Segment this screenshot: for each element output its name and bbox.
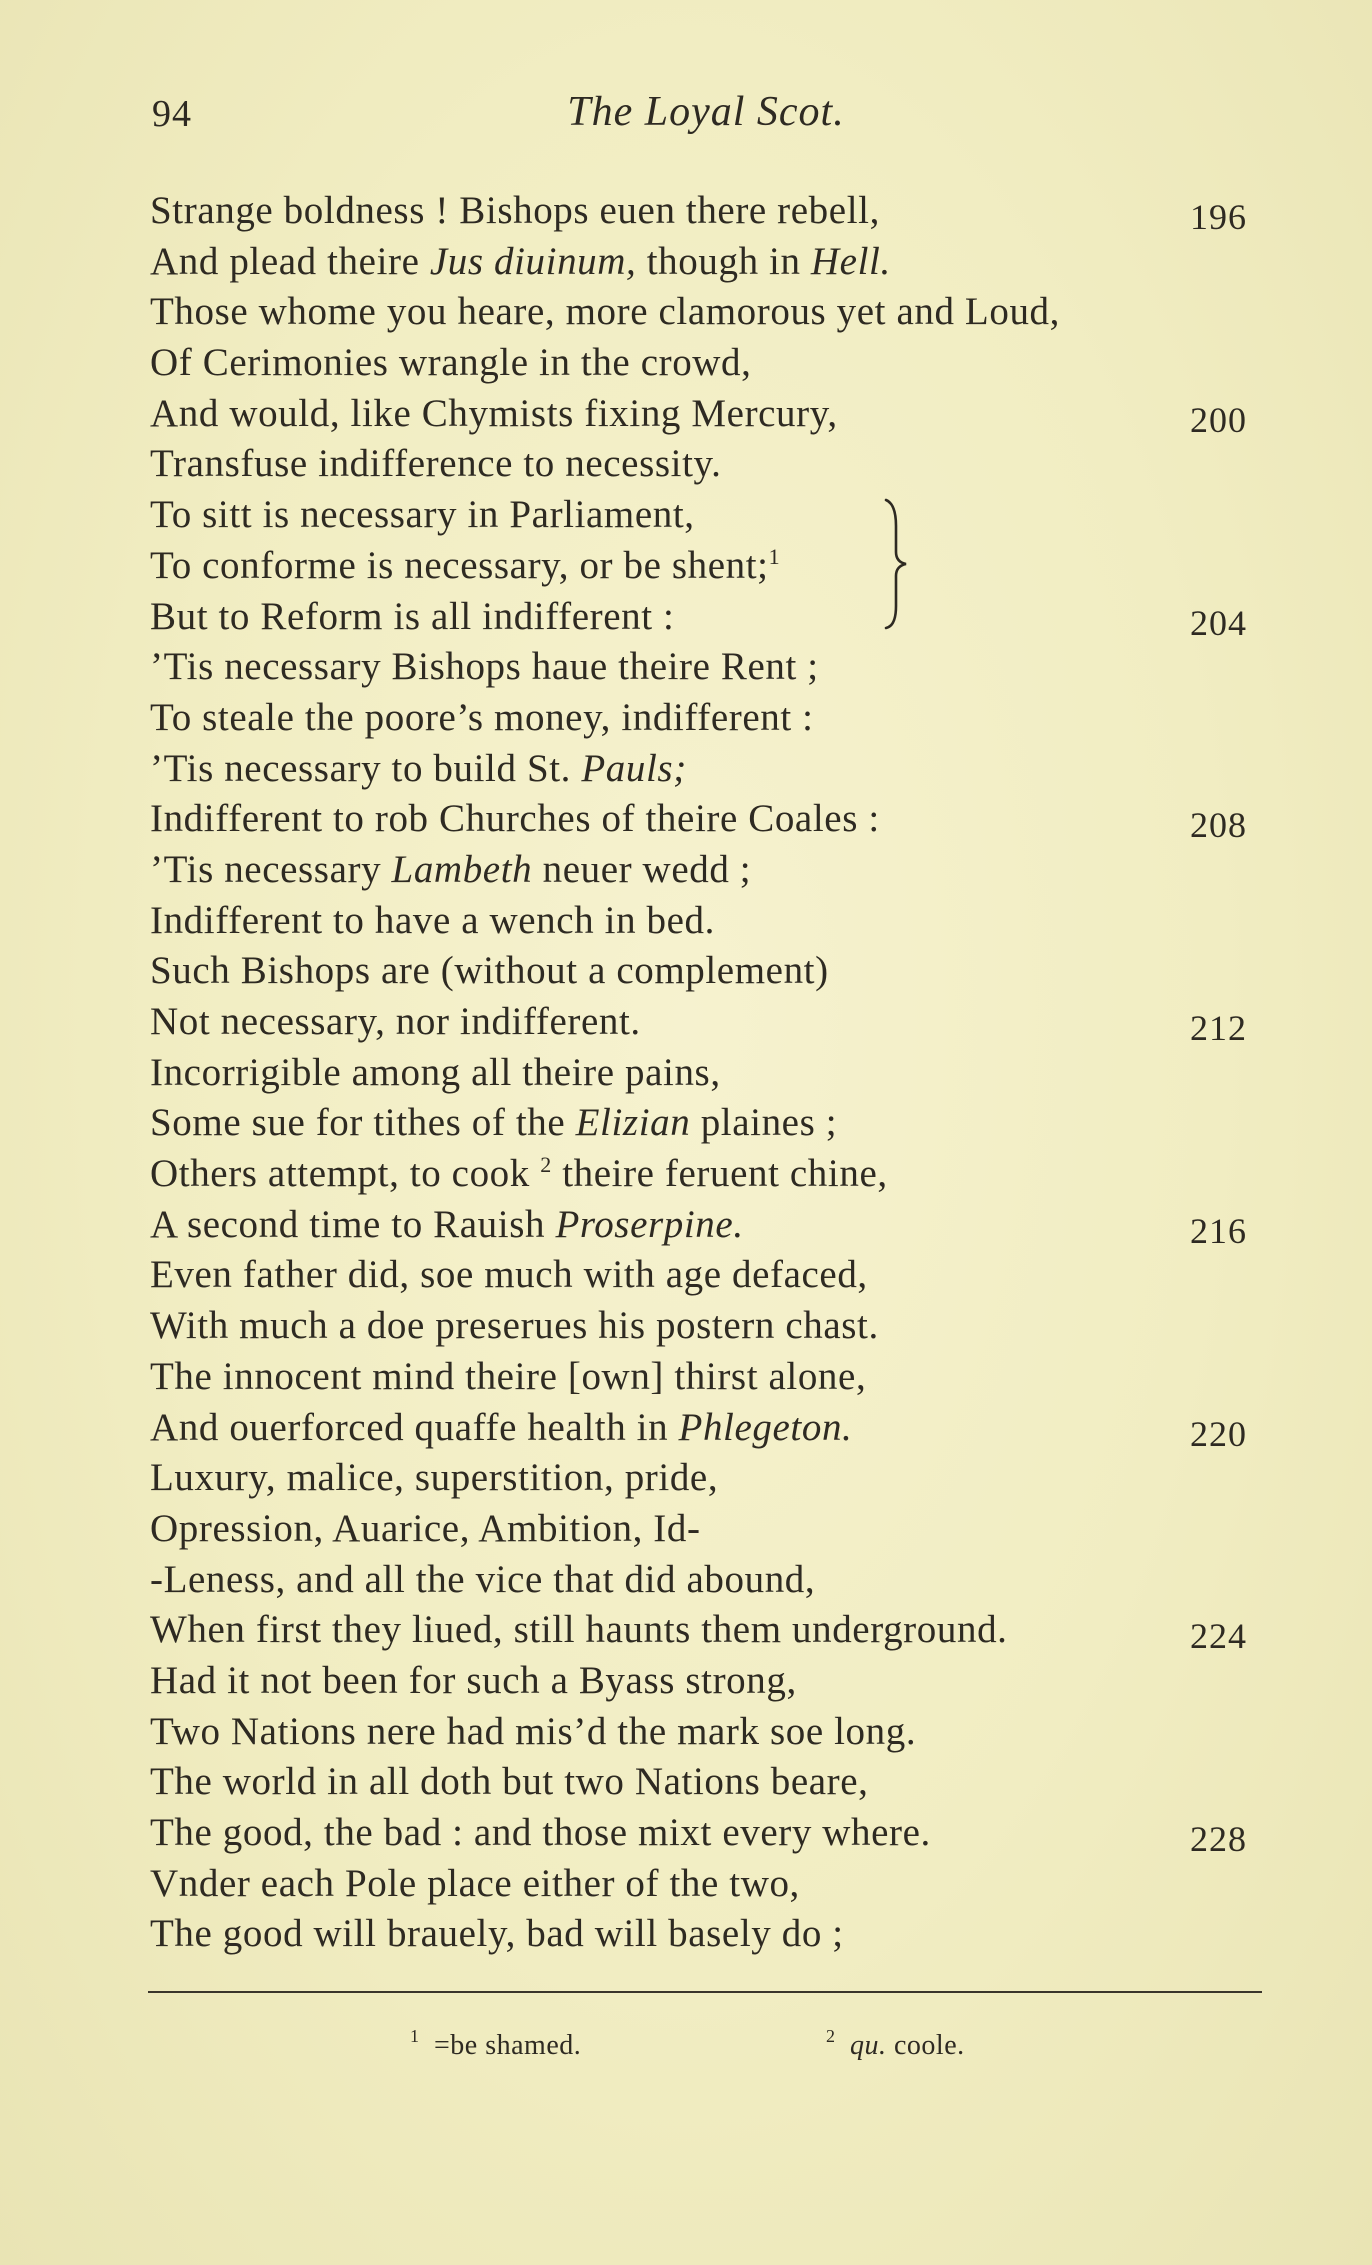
verse-line [150,541,1280,592]
text-segment: Others attempt, to cook [150,1152,541,1196]
verse-line [150,1048,1280,1099]
text-segment: Of Cerimonies wrangle in the crowd, [150,341,752,385]
verse-line [150,1757,1280,1808]
verse-line [150,794,1280,845]
text-segment: Those whome you heare, more clamorous yet and Loud, [150,290,1061,334]
verse-line [150,1504,1280,1555]
verse-text [150,1656,797,1707]
text-segment: Strange boldness ! Bishops euen there rebell, [150,189,880,232]
line-number: 228 [1190,1819,1247,1859]
text-segment: But to Reform is all indifferent : [150,594,675,638]
text-segment: A second time to Rauish [150,1202,556,1246]
text-segment: And plead theire [150,239,430,283]
verse-text [150,1605,1008,1656]
verse-text [150,1555,815,1606]
text-segment: ’Tis necessary [150,847,392,891]
text-segment: plaines ; [690,1101,838,1145]
text-segment: The good will brauely, bad will basely do ; [150,1912,844,1956]
brace-icon [880,496,910,632]
verse-line [150,744,1280,795]
verse-line [150,490,1280,541]
verse-text [150,896,715,947]
verse-text [150,845,751,896]
verse-text [150,592,674,643]
italic-text: Pauls; [581,746,687,790]
verse-text [150,1048,721,1099]
text-segment: coole. [886,2030,965,2061]
italic-text: qu. [850,2030,887,2061]
verse-text [150,1909,844,1960]
verse-text [150,338,752,389]
page-number: 94 [152,93,192,135]
verse-line [150,237,1280,288]
footnote-1 [410,2026,582,2062]
verse-text [150,490,695,541]
verse-text [150,1149,888,1200]
verse-line [150,642,1280,693]
text-segment: Incorrigible among all theire pains, [150,1050,721,1094]
verse-text [150,1504,701,1555]
verse-line [150,1656,1280,1707]
verse-line [150,896,1280,947]
text-segment: Such Bishops are (without a complement) [150,949,829,993]
text-segment: Indifferent to rob Churches of theire Coales : [150,797,880,841]
verse-line [150,287,1280,338]
text-segment: Opression, Auarice, Ambition, Id- [150,1506,701,1550]
verse-line [150,338,1280,389]
verse-line [150,1453,1280,1504]
verse-line [150,1859,1280,1910]
text-segment: To steale the poore’s money, indifferent : [150,695,814,739]
line-number: 220 [1190,1413,1247,1454]
italic-text: Elizian [575,1101,691,1145]
verse-text [150,693,814,744]
verse-text [150,946,829,997]
verse-text [150,237,891,288]
verse-text [150,642,819,693]
text-segment: =be shamed. [434,2030,582,2061]
verse-line [150,693,1280,744]
verse-line [150,1301,1280,1352]
italic-text: Proserpine. [555,1202,744,1246]
text-segment: Some sue for tithes of the [150,1101,576,1145]
verse-text [150,287,1060,338]
verse-text [150,1808,931,1859]
text-segment: -Leness, and all the vice that did abound, [150,1557,816,1601]
italic-text: Hell. [810,239,891,283]
verse-text [150,1352,866,1403]
text-segment: ’Tis necessary Bishops haue theire Rent ; [150,645,819,689]
verse-text [150,997,641,1048]
line-number: 208 [1190,805,1247,846]
text-segment: Not necessary, nor indifferent. [150,1000,641,1043]
verse-text [150,1453,718,1504]
line-number: 224 [1190,1616,1247,1657]
italic-text: Jus diuinum, [429,239,637,283]
footnote-mark: 2 [826,2026,836,2046]
verse-line [150,1909,1280,1960]
footnote-mark: 1 [410,2026,420,2046]
verse-text [150,1859,800,1910]
verse-line [150,1605,1280,1656]
verse-line [150,1403,1280,1454]
verse-line [150,592,1280,643]
text-segment: Had it not been for such a Byass strong, [150,1658,797,1702]
text-segment: Indifferent to have a wench in bed. [150,898,715,942]
verse-line [150,1555,1280,1606]
verse-line [150,1200,1280,1251]
verse-line [150,1149,1280,1200]
verse-line [150,997,1280,1048]
footnote-marker: 1 [768,543,781,569]
text-segment: When first they liued, still haunts them underground. [150,1608,1008,1652]
running-title: The Loyal Scot. [567,89,845,135]
verse-text [150,1250,868,1301]
verse-line [150,439,1280,490]
line-number: 216 [1190,1210,1247,1251]
verse-text [150,1757,869,1808]
verse-text [150,1098,837,1149]
verse-line [150,1707,1280,1758]
text-segment: The innocent mind theire [own] thirst alone, [150,1354,867,1398]
verse-text [150,439,721,490]
verse-line [150,845,1280,896]
verse-line [150,186,1280,237]
verse-line [150,1352,1280,1403]
verse-text [150,186,880,237]
verse-text [150,1200,744,1251]
verse-line [150,1250,1280,1301]
verse-line [150,1808,1280,1859]
text-segment: Even father did, soe much with age defaced, [150,1253,868,1297]
text-segment: To sitt is necessary in Parliament, [150,493,695,537]
text-segment: Vnder each Pole place either of the two, [150,1861,800,1905]
footnote-2 [826,2026,965,2062]
verse-text [150,794,880,845]
verse-text [150,541,780,592]
text-segment: And ouerforced quaffe health in [150,1405,679,1449]
verse-line [150,1098,1280,1149]
verse-text [150,1707,916,1758]
text-segment: ’Tis necessary to build St. [150,746,582,790]
text-segment: neuer wedd ; [532,847,752,891]
verse-line [150,946,1280,997]
line-number: 204 [1190,602,1247,643]
text-segment: And would, like Chymists fixing Mercury, [150,391,838,435]
italic-text: Phlegeton. [678,1405,853,1449]
line-number: 196 [1190,197,1247,237]
text-segment: Luxury, malice, superstition, pride, [150,1456,719,1500]
text-segment: The good, the bad : and those mixt every where. [150,1811,931,1854]
line-number: 200 [1190,399,1247,440]
footnote-marker: 2 [540,1152,552,1178]
text-segment: Two Nations nere had mis’d the mark soe long. [150,1709,917,1753]
verse-text [150,744,687,795]
text-segment: With much a doe preserues his postern chast. [150,1304,879,1348]
text-segment: To conforme is necessary, or be shent; [150,543,769,587]
verse-text [150,389,838,440]
line-number: 212 [1190,1008,1247,1048]
text-segment: The world in all doth but two Nations beare, [150,1760,869,1804]
verse-text [150,1403,852,1454]
verse-text [150,1301,879,1352]
text-segment: theire feruent chine, [551,1152,888,1196]
text-segment: Transfuse indifference to necessity. [150,442,722,486]
poem-body [150,186,1280,1960]
footnote-divider [148,1991,1262,1993]
text-segment: though in [636,239,811,283]
italic-text: Lambeth [391,847,533,891]
verse-line [150,389,1280,440]
